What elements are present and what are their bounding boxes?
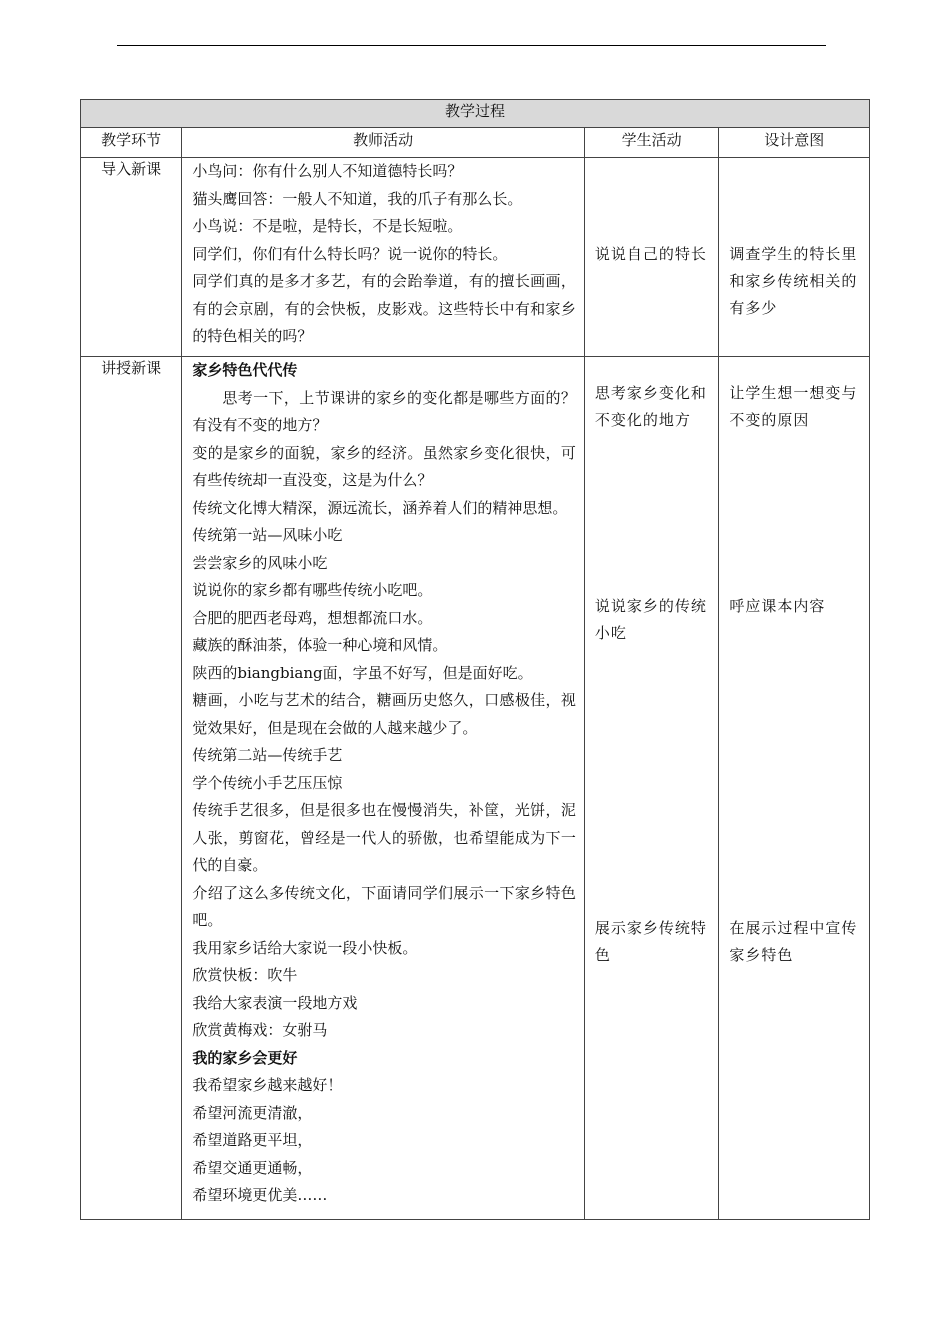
teacher-line: 同学们真的是多才多艺，有的会跆拳道，有的擅长画画，有的会京剧，有的会快板，皮影戏。这些特长中有和家乡的特色相关的吗？ [192,272,576,345]
teacher-line: 小鸟问：你有什么别人不知道德特长吗？ [192,162,463,180]
header-design: 设计意图 [719,128,870,158]
teacher-line: 希望道路更平坦， [192,1131,313,1149]
teacher-line: 希望河流更清澈， [192,1103,313,1122]
student-activity-block [595,380,711,434]
table-row [81,357,870,1220]
teacher-line: 合肥的肥西老母鸡，想想都流口水。 [192,608,433,627]
teacher-line: 我用家乡话给大家说一段小快板。 [192,938,418,957]
student-activity-cell [584,357,719,1220]
table-title-row [81,100,870,128]
teacher-line: 说说你的家乡都有哪些传统小吃吧。 [192,581,433,599]
teacher-line: 传统第二站—传统手艺 [192,746,343,764]
teacher-line: 我希望家乡越来越好！ [192,1076,343,1094]
design-intent-block [729,915,861,969]
teacher-line: 藏族的酥油茶，体验一种心境和风情。 [192,636,448,654]
teacher-line: 糖画，小吃与艺术的结合，糖画历史悠久，口感极佳，视觉效果好，但是现在会做的人越来越少了。 [192,691,576,737]
header-rule [117,45,826,46]
teacher-activity-cell [182,357,585,1220]
stage-cell: 导入新课 [81,158,182,357]
design-intent-cell [719,158,870,357]
header-teacher: 教师活动 [182,128,585,158]
design-intent-text: 呼应课本内容 [729,597,826,615]
design-intent-cell [719,357,870,1220]
student-activity-text: 展示家乡传统特色 [594,919,707,964]
teacher-line: 欣赏快板：吹牛 [192,966,298,984]
student-activity-text: 说说自己的特长 [594,245,707,263]
teacher-line: 希望环境更优美…… [192,1186,328,1204]
lesson-plan-table [80,99,870,1220]
teacher-line: 尝尝家乡的风味小吃 [192,553,328,572]
teacher-line: 传统文化博大精深，源远流长，涵养着人们的精神思想。 [192,498,568,517]
table-header-row [81,128,870,158]
teacher-line: 传统手艺很多，但是很多也在慢慢消失，补筐，光饼，泥人张，剪窗花，曾经是一代人的骄傲，也希望能成为下一代的自豪。 [192,801,576,874]
student-activity-block [595,593,711,647]
teacher-line: 我给大家表演一段地方戏 [192,993,358,1012]
teacher-line: 希望交通更通畅， [192,1158,313,1177]
student-activity-block [595,241,711,268]
design-intent-block [729,593,861,620]
teacher-line: 传统第一站—风味小吃 [192,526,343,544]
student-activity-text: 说说家乡的传统小吃 [594,597,707,642]
design-intent-block [729,380,861,434]
design-intent-text: 让学生想一想变与不变的原因 [729,384,858,429]
stage-cell: 讲授新课 [81,357,182,1220]
teacher-line: 小鸟说：不是啦，是特长，不是长短啦。 [192,217,463,235]
teacher-line: 学个传统小手艺压压惊 [192,773,343,792]
design-intent-text: 调查学生的特长里和家乡传统相关的有多少 [729,245,858,317]
teacher-line: 陕西的biangbiang面，字虽不好写，但是面好吃。 [192,663,533,682]
teacher-line: 介绍了这么多传统文化，下面请同学们展示一下家乡特色吧。 [192,883,576,929]
table-title: 教学过程 [81,100,870,128]
header-student: 学生活动 [584,128,719,158]
header-stage: 教学环节 [81,128,182,158]
teacher-line: 思考一下，上节课讲的家乡的变化都是哪些方面的？有没有不变的地方？ [192,388,576,434]
table-row [81,158,870,357]
teacher-line: 猫头鹰回答：一般人不知道，我的爪子有那么长。 [192,189,523,208]
student-activity-block [595,915,711,969]
teacher-line: 欣赏黄梅戏：女驸马 [192,1021,328,1039]
teacher-line: 变的是家乡的面貌，家乡的经济。虽然家乡变化很快，可有些传统却一直没变，这是为什么？ [192,443,576,489]
section-heading: 我的家乡会更好 [192,1048,298,1067]
teacher-line: 同学们，你们有什么特长吗？说一说你的特长。 [192,244,508,263]
student-activity-text: 思考家乡变化和不变化的地方 [594,384,707,429]
section-heading: 家乡特色代代传 [192,361,298,379]
design-intent-block [729,241,861,322]
teacher-activity-cell [182,158,585,357]
student-activity-cell [584,158,719,357]
design-intent-text: 在展示过程中宣传家乡特色 [729,919,858,964]
